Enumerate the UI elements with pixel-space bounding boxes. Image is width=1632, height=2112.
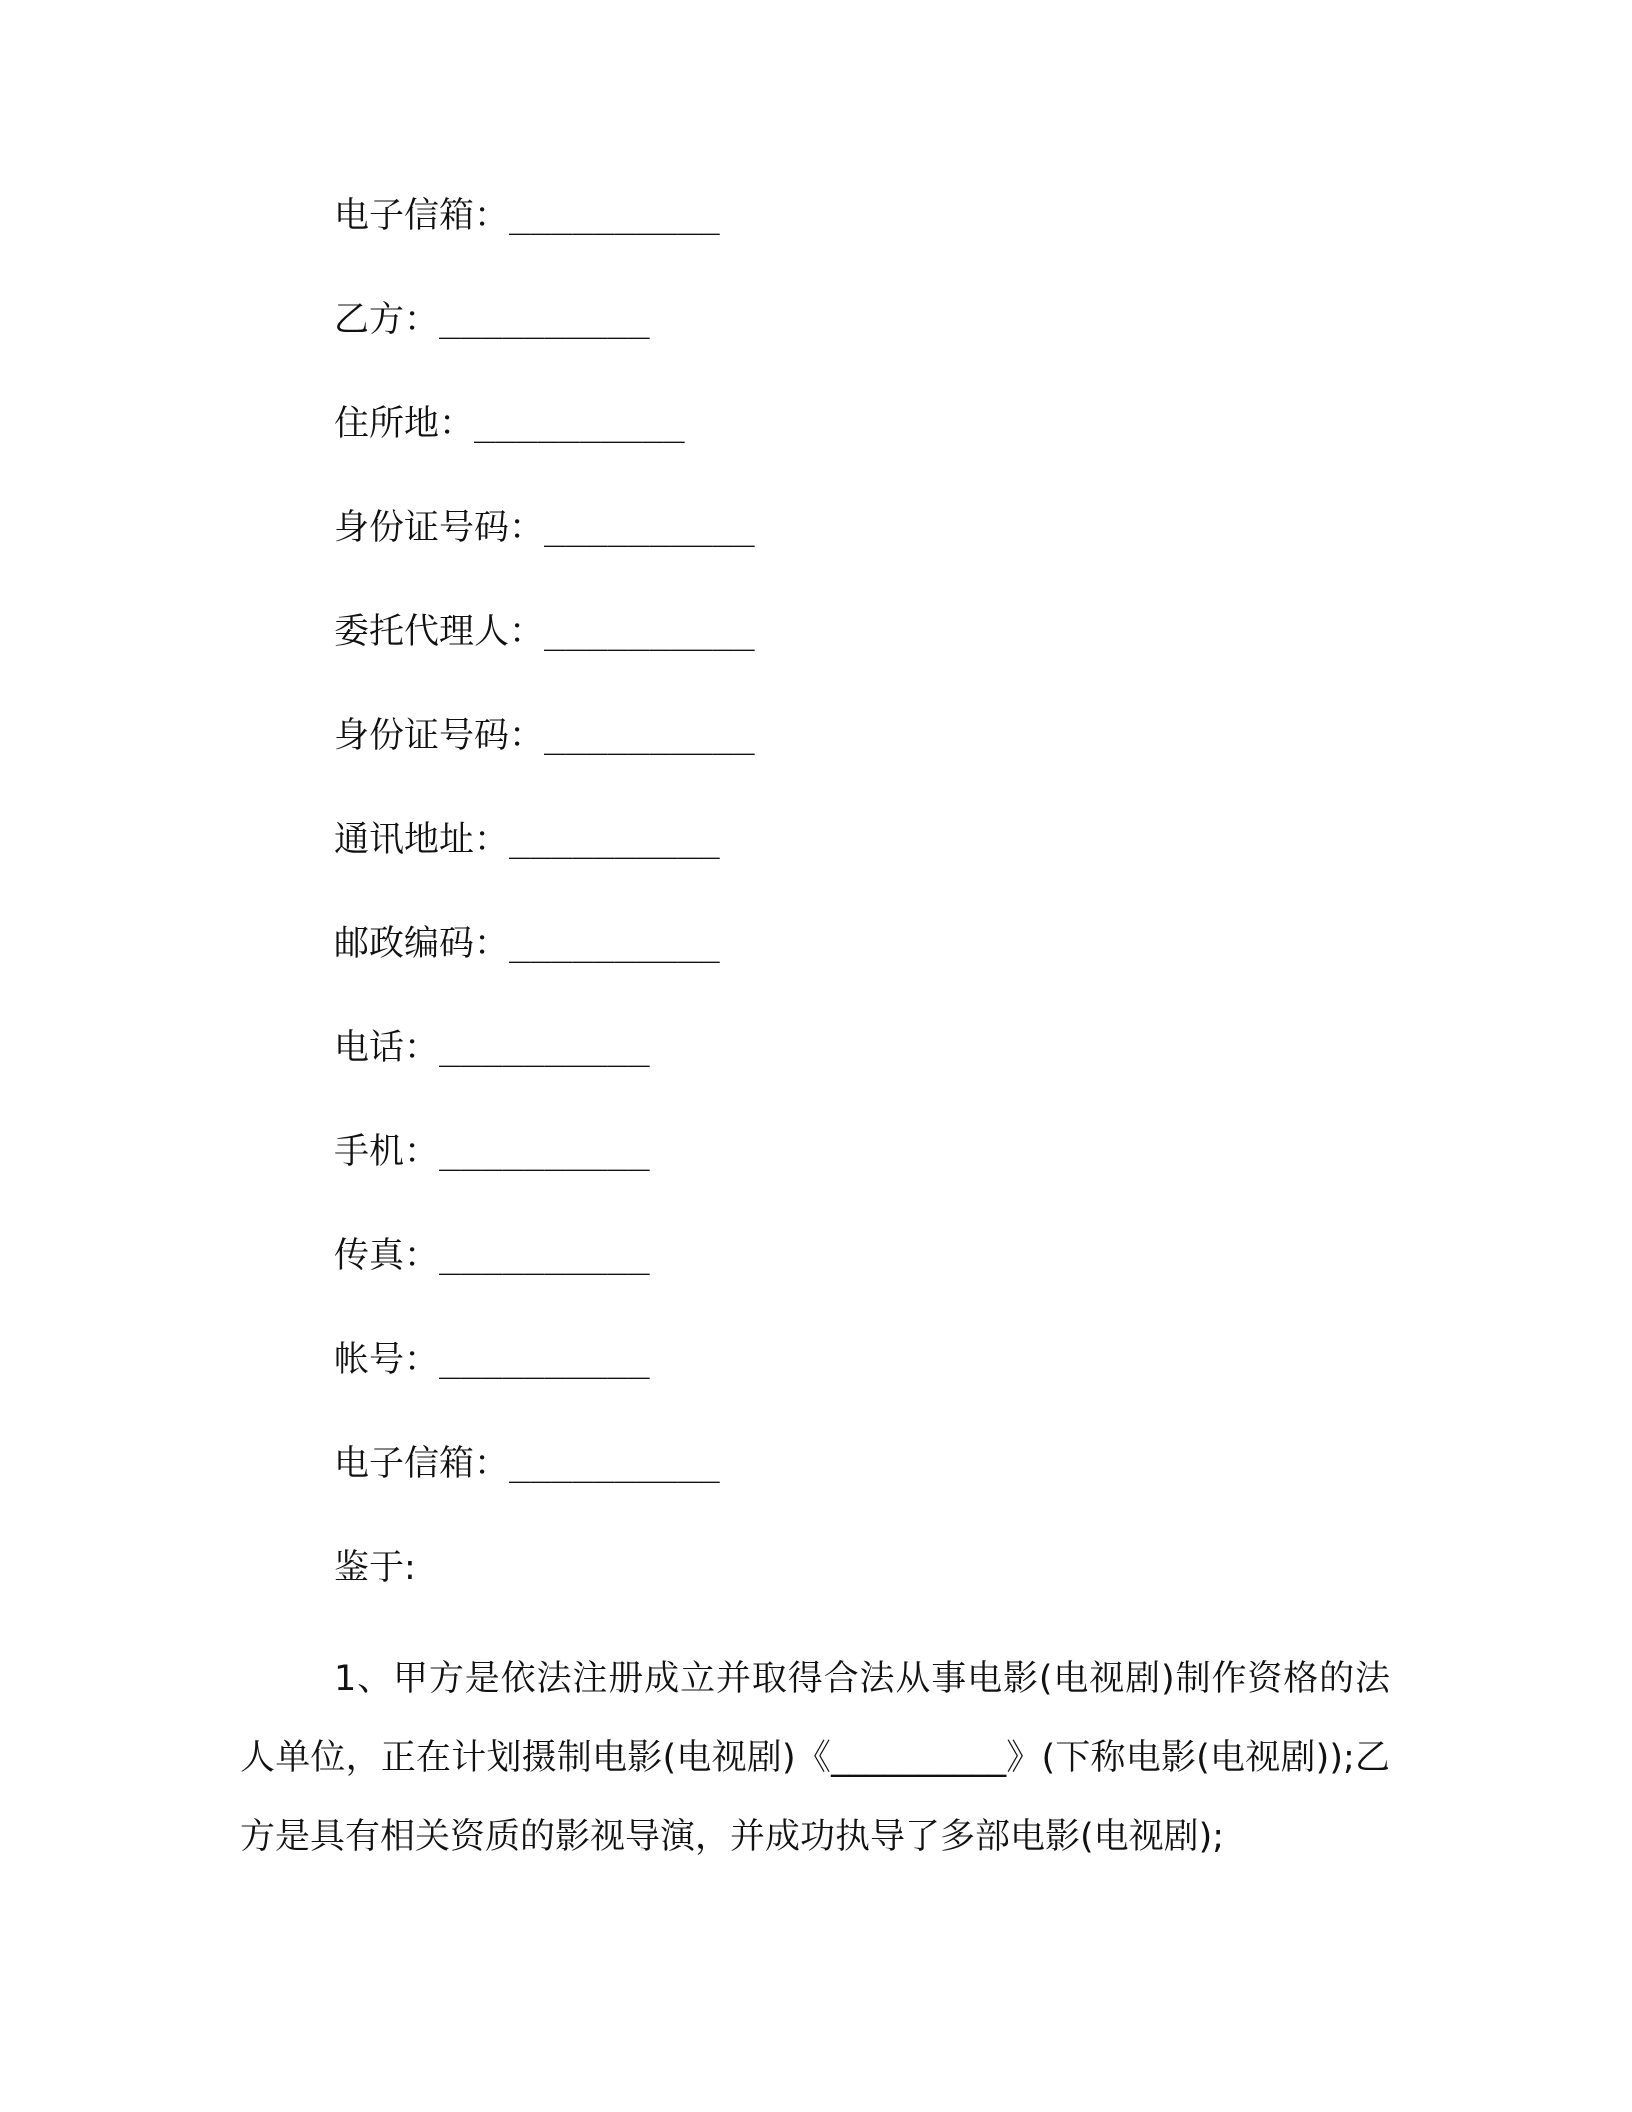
field-label: 电话： (334, 1028, 440, 1068)
field-row-id-number (334, 502, 1434, 606)
field-label: 身份证号码： (334, 508, 545, 548)
party-info-fields (334, 190, 1434, 1646)
field-label: 通讯地址： (334, 820, 510, 860)
fill-in-blank: __________ (439, 1340, 650, 1380)
fill-in-blank: __________ (509, 924, 720, 964)
field-row-agent-id-number (334, 710, 1434, 814)
whereas-heading: 鉴于: (334, 1548, 416, 1588)
field-row-residence (334, 398, 1434, 502)
field-row-agent (334, 606, 1434, 710)
fill-in-blank: __________ (439, 1132, 650, 1172)
field-label: 住所地： (334, 404, 475, 444)
field-label: 手机： (334, 1132, 440, 1172)
field-label: 委托代理人： (334, 612, 545, 652)
field-row-fax (334, 1230, 1434, 1334)
field-row-whereas (334, 1542, 1434, 1646)
field-row-address (334, 814, 1434, 918)
field-row-email-b (334, 1438, 1434, 1542)
field-label: 传真： (334, 1236, 440, 1276)
fill-in-blank: __________ (439, 1236, 650, 1276)
field-row-party-b (334, 294, 1434, 398)
fill-in-blank: __________ (439, 300, 650, 340)
field-label: 电子信箱： (334, 196, 510, 236)
fill-in-blank: __________ (474, 404, 685, 444)
fill-in-blank: __________ (544, 716, 755, 756)
fill-in-blank: __________ (509, 196, 720, 236)
fill-in-blank: __________ (544, 612, 755, 652)
field-row-phone (334, 1022, 1434, 1126)
field-label: 身份证号码： (334, 716, 545, 756)
field-row-account (334, 1334, 1434, 1438)
fill-in-blank: __________ (544, 508, 755, 548)
field-label: 帐号： (334, 1340, 440, 1380)
fill-in-blank: __________ (509, 820, 720, 860)
fill-in-blank: __________ (509, 1444, 720, 1484)
field-row-postcode (334, 918, 1434, 1022)
field-label: 电子信箱： (334, 1444, 510, 1484)
field-row-mobile (334, 1126, 1434, 1230)
field-label: 邮政编码： (334, 924, 510, 964)
fill-in-blank: __________ (439, 1028, 650, 1068)
field-row-email-a (334, 190, 1434, 294)
field-label: 乙方： (334, 300, 440, 340)
clause-1-paragraph: 1、甲方是依法注册成立并取得合法从事电影(电视剧)制作资格的法人单位，正在计划摄制电影(电视剧)《__________》(下称电影(电视剧));乙方是具有相关资质的影视导演，并成功执导了多部电影(电视剧); (240, 1659, 1390, 1857)
